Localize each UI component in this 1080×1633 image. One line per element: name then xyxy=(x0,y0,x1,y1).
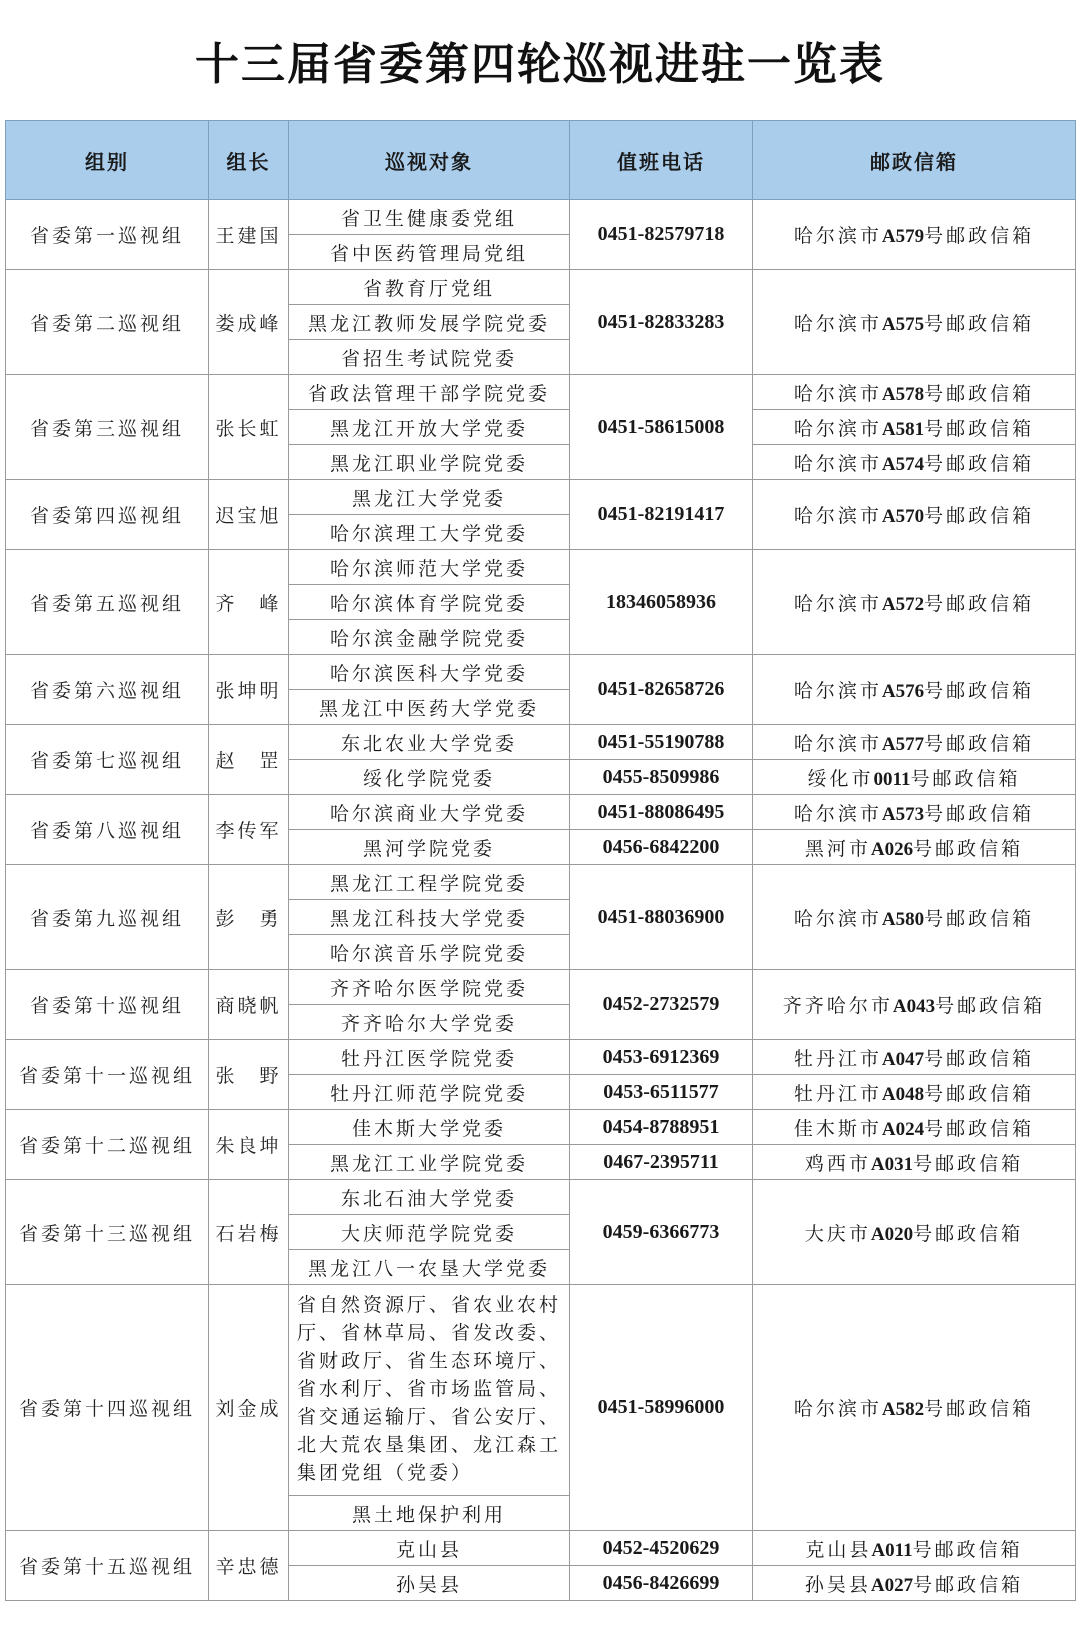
mailbox-code: A579 xyxy=(881,226,925,247)
mailbox-city: 哈尔滨市 xyxy=(793,382,882,405)
inspection-target-cell: 哈尔滨师范大学党委 xyxy=(289,550,570,585)
mailbox-city: 哈尔滨市 xyxy=(793,505,882,527)
mailbox-suffix: 号邮政信箱 xyxy=(924,802,1035,825)
inspection-target-cell: 黑龙江工程学院党委 xyxy=(289,865,570,900)
mailbox-code: A576 xyxy=(881,681,925,702)
leader-cell: 张长虹 xyxy=(209,375,289,480)
group-name-cell: 省委第五巡视组 xyxy=(6,550,209,655)
inspection-target-cell: 克山县 xyxy=(289,1531,570,1566)
inspection-target-cell: 哈尔滨商业大学党委 xyxy=(289,795,570,830)
mailbox-cell xyxy=(753,550,1076,655)
mailbox-suffix: 号邮政信箱 xyxy=(924,225,1035,247)
mailbox-suffix: 号邮政信箱 xyxy=(913,1573,1024,1596)
inspection-target-cell: 省教育厅党组 xyxy=(289,270,570,305)
mailbox-code: A027 xyxy=(870,1574,914,1596)
inspection-target-cell: 大庆师范学院党委 xyxy=(289,1215,570,1250)
leader-cell: 刘金成 xyxy=(209,1285,289,1531)
group-name-cell: 省委第二巡视组 xyxy=(6,270,209,375)
leader-cell: 李传军 xyxy=(209,795,289,865)
inspection-target-cell: 孙吴县 xyxy=(289,1566,570,1601)
duty-phone-cell: 0451-82191417 xyxy=(570,480,753,550)
mailbox-city: 黑河市 xyxy=(804,837,871,860)
mailbox-suffix: 号邮政信箱 xyxy=(924,907,1035,930)
duty-phone-cell: 0453-6912369 xyxy=(570,1040,753,1075)
leader-cell: 赵 罡 xyxy=(209,725,289,795)
mailbox-suffix: 号邮政信箱 xyxy=(924,732,1035,755)
mailbox-suffix: 号邮政信箱 xyxy=(924,1398,1035,1420)
inspection-target-cell: 哈尔滨音乐学院党委 xyxy=(289,935,570,970)
group-name-cell: 省委第十一巡视组 xyxy=(6,1040,209,1110)
header-target: 巡视对象 xyxy=(289,121,570,200)
duty-phone-cell: 0451-88086495 xyxy=(570,795,753,830)
mailbox-city: 孙吴县 xyxy=(804,1573,871,1596)
mailbox-cell xyxy=(753,725,1076,760)
inspection-roster-table xyxy=(5,120,1076,1601)
duty-phone-cell: 0453-6511577 xyxy=(570,1075,753,1110)
mailbox-code: A043 xyxy=(892,996,936,1017)
mailbox-cell xyxy=(753,445,1076,480)
leader-cell: 迟宝旭 xyxy=(209,480,289,550)
table-row xyxy=(6,1285,1076,1496)
group-name-cell: 省委第七巡视组 xyxy=(6,725,209,795)
group-name-cell: 省委第十巡视组 xyxy=(6,970,209,1040)
duty-phone-cell: 0451-58615008 xyxy=(570,375,753,480)
mailbox-city: 哈尔滨市 xyxy=(793,312,882,335)
mailbox-cell xyxy=(753,795,1076,830)
leader-cell: 王建国 xyxy=(209,200,289,270)
mailbox-suffix: 号邮政信箱 xyxy=(924,452,1035,475)
mailbox-code: A024 xyxy=(881,1118,925,1140)
inspection-target-cell: 齐齐哈尔大学党委 xyxy=(289,1005,570,1040)
inspection-target-cell: 黑龙江中医药大学党委 xyxy=(289,690,570,725)
header-mailbox: 邮政信箱 xyxy=(753,121,1076,200)
mailbox-suffix: 号邮政信箱 xyxy=(924,680,1035,702)
mailbox-cell xyxy=(753,865,1076,970)
duty-phone-cell: 0451-58996000 xyxy=(570,1285,753,1531)
mailbox-suffix: 号邮政信箱 xyxy=(913,837,1024,860)
leader-cell: 辛忠德 xyxy=(209,1531,289,1601)
mailbox-suffix: 号邮政信箱 xyxy=(924,312,1035,335)
mailbox-code: A572 xyxy=(881,593,925,615)
leader-cell: 商晓帆 xyxy=(209,970,289,1040)
inspection-target-cell: 黑龙江职业学院党委 xyxy=(289,445,570,480)
group-name-cell: 省委第一巡视组 xyxy=(6,200,209,270)
mailbox-code: A570 xyxy=(881,506,925,527)
inspection-target-cell: 哈尔滨理工大学党委 xyxy=(289,515,570,550)
mailbox-cell xyxy=(753,1075,1076,1110)
mailbox-code: A011 xyxy=(871,1539,913,1561)
leader-cell: 娄成峰 xyxy=(209,270,289,375)
inspection-target-cell: 佳木斯大学党委 xyxy=(289,1110,570,1145)
inspection-target-cell: 牡丹江医学院党委 xyxy=(289,1040,570,1075)
duty-phone-cell: 0452-2732579 xyxy=(570,970,753,1040)
inspection-target-cell: 东北农业大学党委 xyxy=(289,725,570,760)
table-row xyxy=(6,725,1076,760)
mailbox-cell xyxy=(753,760,1076,795)
mailbox-cell xyxy=(753,200,1076,270)
leader-cell: 齐 峰 xyxy=(209,550,289,655)
duty-phone-cell: 0456-8426699 xyxy=(570,1566,753,1601)
inspection-target-cell: 牡丹江师范学院党委 xyxy=(289,1075,570,1110)
mailbox-code: A574 xyxy=(881,453,925,475)
table-body xyxy=(6,200,1076,1601)
group-name-cell: 省委第十五巡视组 xyxy=(6,1531,209,1601)
group-name-cell: 省委第十二巡视组 xyxy=(6,1110,209,1180)
inspection-target-cell: 黑龙江科技大学党委 xyxy=(289,900,570,935)
mailbox-cell xyxy=(753,1180,1076,1285)
duty-phone-cell: 0451-88036900 xyxy=(570,865,753,970)
mailbox-suffix: 号邮政信箱 xyxy=(913,1152,1024,1175)
mailbox-cell xyxy=(753,270,1076,375)
mailbox-code: A578 xyxy=(881,383,925,405)
table-header-row xyxy=(6,121,1076,200)
inspection-target-cell: 齐齐哈尔医学院党委 xyxy=(289,970,570,1005)
mailbox-suffix: 号邮政信箱 xyxy=(924,1082,1035,1105)
duty-phone-cell: 0452-4520629 xyxy=(570,1531,753,1566)
mailbox-suffix: 号邮政信箱 xyxy=(924,382,1035,405)
group-name-cell: 省委第三巡视组 xyxy=(6,375,209,480)
inspection-target-cell: 黑龙江大学党委 xyxy=(289,480,570,515)
mailbox-cell xyxy=(753,1145,1076,1180)
inspection-target-cell: 省招生考试院党委 xyxy=(289,340,570,375)
duty-phone-cell: 0455-8509986 xyxy=(570,760,753,795)
duty-phone-cell: 0467-2395711 xyxy=(570,1145,753,1180)
mailbox-city: 哈尔滨市 xyxy=(793,452,882,475)
mailbox-suffix: 号邮政信箱 xyxy=(924,592,1035,615)
mailbox-city: 绥化市 xyxy=(807,767,874,790)
duty-phone-cell: 0459-6366773 xyxy=(570,1180,753,1285)
group-name-cell: 省委第十四巡视组 xyxy=(6,1285,209,1531)
mailbox-code: A031 xyxy=(870,1153,914,1175)
mailbox-suffix: 号邮政信箱 xyxy=(935,995,1046,1017)
mailbox-cell xyxy=(753,1040,1076,1075)
mailbox-cell xyxy=(753,480,1076,550)
mailbox-city: 哈尔滨市 xyxy=(793,802,882,825)
mailbox-code: A573 xyxy=(881,803,925,825)
inspection-target-cell: 省中医药管理局党组 xyxy=(289,235,570,270)
mailbox-cell xyxy=(753,375,1076,410)
group-name-cell: 省委第九巡视组 xyxy=(6,865,209,970)
mailbox-cell xyxy=(753,970,1076,1040)
inspection-target-cell: 黑土地保护利用 xyxy=(289,1496,570,1531)
mailbox-code: A575 xyxy=(881,313,925,335)
duty-phone-cell: 0451-55190788 xyxy=(570,725,753,760)
table-row xyxy=(6,375,1076,410)
table-row xyxy=(6,480,1076,515)
duty-phone-cell: 0451-82658726 xyxy=(570,655,753,725)
table-row xyxy=(6,970,1076,1005)
mailbox-cell xyxy=(753,1285,1076,1531)
group-name-cell: 省委第六巡视组 xyxy=(6,655,209,725)
table-row xyxy=(6,550,1076,585)
mailbox-code: 0011 xyxy=(873,768,911,790)
group-name-cell: 省委第八巡视组 xyxy=(6,795,209,865)
header-group: 组别 xyxy=(6,121,209,200)
mailbox-code: A047 xyxy=(881,1048,925,1070)
mailbox-cell xyxy=(753,1531,1076,1566)
table-row xyxy=(6,200,1076,235)
leader-cell: 朱良坤 xyxy=(209,1110,289,1180)
header-leader: 组长 xyxy=(209,121,289,200)
mailbox-code: A581 xyxy=(881,418,925,440)
duty-phone-cell: 18346058936 xyxy=(570,550,753,655)
page-title: 十三届省委第四轮巡视进驻一览表 xyxy=(195,39,885,90)
inspection-target-cell: 绥化学院党委 xyxy=(289,760,570,795)
inspection-target-cell: 省自然资源厅、省农业农村厅、省林草局、省发改委、省财政厅、省生态环境厅、省水利厅、省市场监管局、省交通运输厅、省公安厅、北大荒农垦集团、龙江森工集团党组（党委） xyxy=(289,1285,570,1496)
mailbox-cell xyxy=(753,830,1076,865)
mailbox-cell xyxy=(753,1110,1076,1145)
leader-cell: 石岩梅 xyxy=(209,1180,289,1285)
inspection-target-cell: 哈尔滨医科大学党委 xyxy=(289,655,570,690)
mailbox-cell xyxy=(753,655,1076,725)
mailbox-city: 佳木斯市 xyxy=(793,1117,882,1140)
table-row xyxy=(6,1531,1076,1566)
leader-cell: 彭 勇 xyxy=(209,865,289,970)
mailbox-cell xyxy=(753,1566,1076,1601)
table-row xyxy=(6,655,1076,690)
group-name-cell: 省委第四巡视组 xyxy=(6,480,209,550)
header-phone: 值班电话 xyxy=(570,121,753,200)
mailbox-city: 牡丹江市 xyxy=(793,1047,882,1070)
inspection-target-cell: 黑龙江八一农垦大学党委 xyxy=(289,1250,570,1285)
inspection-target-cell: 省政法管理干部学院党委 xyxy=(289,375,570,410)
mailbox-cell xyxy=(753,410,1076,445)
mailbox-code: A026 xyxy=(870,838,914,860)
mailbox-suffix: 号邮政信箱 xyxy=(912,1538,1023,1561)
mailbox-code: A020 xyxy=(870,1223,914,1245)
leader-cell: 张坤明 xyxy=(209,655,289,725)
inspection-target-cell: 黑龙江工业学院党委 xyxy=(289,1145,570,1180)
table-row xyxy=(6,795,1076,830)
inspection-target-cell: 省卫生健康委党组 xyxy=(289,200,570,235)
mailbox-city: 齐齐哈尔市 xyxy=(782,995,893,1017)
mailbox-city: 哈尔滨市 xyxy=(793,1398,882,1420)
mailbox-suffix: 号邮政信箱 xyxy=(910,767,1021,790)
group-name-cell: 省委第十三巡视组 xyxy=(6,1180,209,1285)
mailbox-suffix: 号邮政信箱 xyxy=(924,1117,1035,1140)
mailbox-city: 哈尔滨市 xyxy=(793,225,882,247)
table-row xyxy=(6,270,1076,305)
table-row xyxy=(6,1180,1076,1215)
inspection-target-cell: 哈尔滨体育学院党委 xyxy=(289,585,570,620)
mailbox-city: 克山县 xyxy=(805,1538,872,1561)
mailbox-suffix: 号邮政信箱 xyxy=(913,1222,1024,1245)
duty-phone-cell: 0451-82833283 xyxy=(570,270,753,375)
mailbox-code: A577 xyxy=(881,733,925,755)
duty-phone-cell: 0456-6842200 xyxy=(570,830,753,865)
table-row xyxy=(6,1110,1076,1145)
mailbox-city: 哈尔滨市 xyxy=(793,907,882,930)
mailbox-city: 牡丹江市 xyxy=(793,1082,882,1105)
mailbox-code: A582 xyxy=(881,1399,925,1420)
inspection-target-cell: 黑龙江开放大学党委 xyxy=(289,410,570,445)
table-row xyxy=(6,1040,1076,1075)
mailbox-suffix: 号邮政信箱 xyxy=(924,1047,1035,1070)
mailbox-city: 哈尔滨市 xyxy=(793,417,882,440)
mailbox-city: 哈尔滨市 xyxy=(793,732,882,755)
mailbox-code: A048 xyxy=(881,1083,925,1105)
leader-cell: 张 野 xyxy=(209,1040,289,1110)
duty-phone-cell: 0454-8788951 xyxy=(570,1110,753,1145)
mailbox-code: A580 xyxy=(881,908,925,930)
inspection-target-cell: 黑龙江教师发展学院党委 xyxy=(289,305,570,340)
mailbox-city: 哈尔滨市 xyxy=(793,680,882,702)
mailbox-city: 鸡西市 xyxy=(804,1152,871,1175)
mailbox-city: 哈尔滨市 xyxy=(793,592,882,615)
inspection-target-cell: 黑河学院党委 xyxy=(289,830,570,865)
table-row xyxy=(6,865,1076,900)
duty-phone-cell: 0451-82579718 xyxy=(570,200,753,270)
inspection-target-cell: 哈尔滨金融学院党委 xyxy=(289,620,570,655)
inspection-target-cell: 东北石油大学党委 xyxy=(289,1180,570,1215)
mailbox-suffix: 号邮政信箱 xyxy=(924,505,1035,527)
mailbox-suffix: 号邮政信箱 xyxy=(924,417,1035,440)
mailbox-city: 大庆市 xyxy=(804,1222,871,1245)
